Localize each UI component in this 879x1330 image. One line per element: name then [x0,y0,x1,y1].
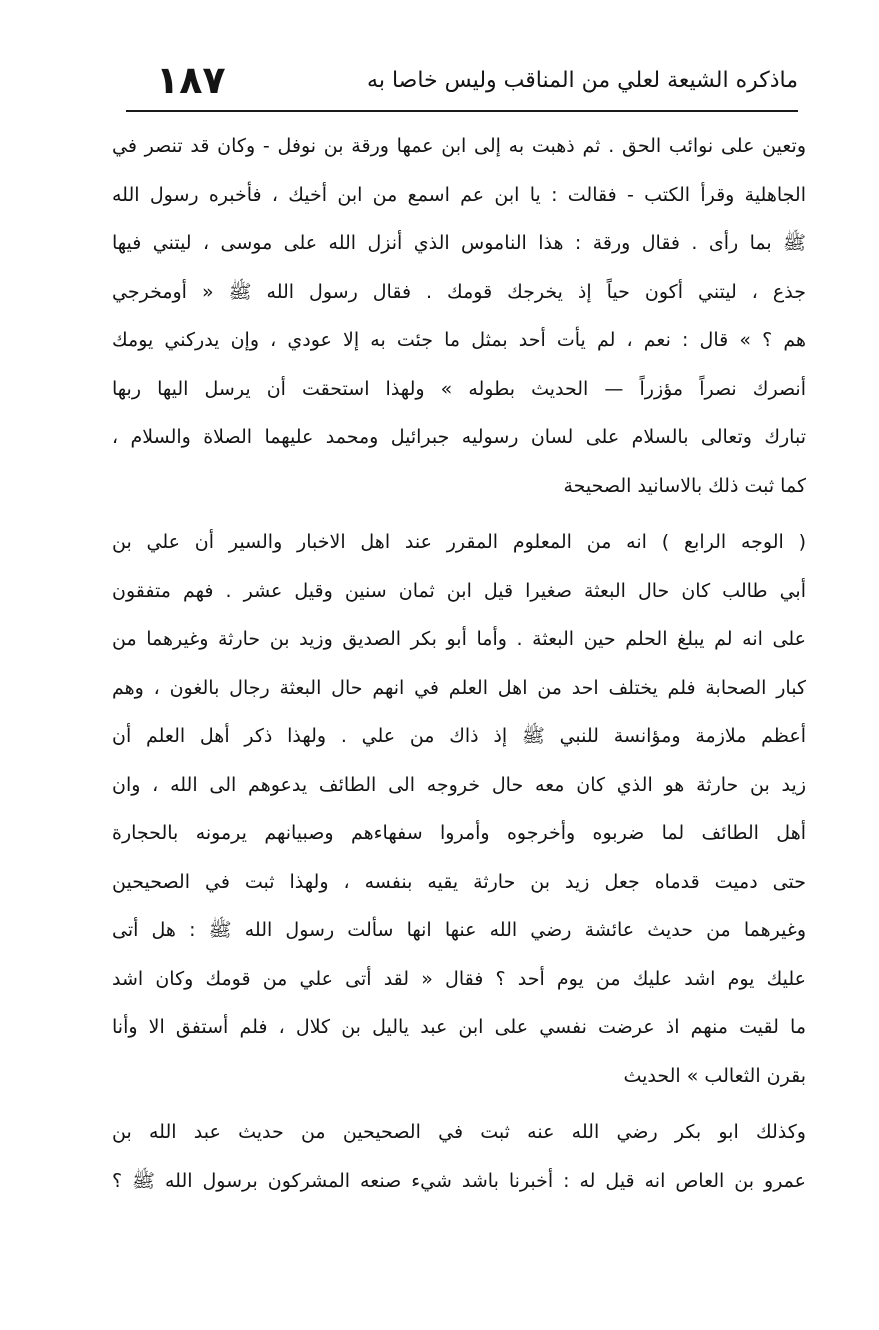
paragraph [112,1108,806,1205]
page-header [126,56,798,106]
text-line: بقرن الثعالب » الحديث [623,1064,806,1087]
text-line: على انه لم يبلغ الحلم حين البعثة . وأما أبو بكر الصديق وزيد بن حارثة وغيرهما من [112,628,806,650]
text-line: كما ثبت ذلك بالاسانيد الصحيحة [563,474,806,497]
text-line: ما لقيت منهم اذ عرضت نفسي على ابن عبد ياليل بن كلال ، فلم أستفق الا وأنا [112,1016,806,1038]
text-line: أنصرك نصراً مؤزراً — الحديث بطوله » ولهذا استحقت أن يرسل اليها ربها [112,377,806,400]
text-line: ﷺ بما رأى . فقال ورقة : هذا الناموس الذي أنزل الله على موسى ، ليتني فيها [112,232,806,254]
text-line: وتعين على نوائب الحق . ثم ذهبت به إلى ابن عمها ورقة بن نوفل - وكان قد تنصر في [112,135,806,157]
text-line: ( الوجه الرابع ) انه من المعلوم المقرر عند اهل الاخبار والسير أن علي بن [112,531,806,553]
text-line: أبي طالب كان حال البعثة صغيرا قيل ابن ثمان سنين وقيل عشر . فهم متفقون [112,579,806,602]
paragraph-spacer [112,510,806,518]
header-divider [126,110,798,112]
page-number: ١٨٧ [156,58,226,102]
paragraph [112,518,806,1100]
running-title: ماذكره الشيعة لعلي من المناقب وليس خاصا به [367,68,798,93]
text-line: كبار الصحابة فلم يختلف احد من اهل العلم في انهم حال البعثة رجال بالغون ، وهم [112,676,806,699]
page-body [112,122,806,1205]
text-line: جذع ، ليتني أكون حياً إذ يخرجك قومك . فقال رسول الله ﷺ « أومخرجي [112,280,806,303]
text-line: حتى دميت قدماه جعل زيد بن حارثة يقيه بنفسه ، ولهذا ثبت في الصحيحين [112,870,806,893]
text-line: عليك يوم اشد عليك من يوم أحد ؟ فقال « لقد أتى علي من قومك وكان اشد [112,967,806,990]
paragraph-spacer [112,1100,806,1108]
text-line: وكذلك ابو بكر رضي الله عنه ثبت في الصحيحين من حديث عبد الله بن [112,1121,806,1143]
text-line: عمرو بن العاص انه قيل له : أخبرنا باشد شيء صنعه المشركون برسول الله ﷺ ؟ [112,1169,806,1192]
text-line: وغيرهما من حديث عائشة رضي الله عنها انها سألت رسول الله ﷺ : هل أتى [112,919,806,941]
paragraph [112,122,806,510]
text-line: زيد بن حارثة هو الذي كان معه حال خروجه الى الطائف يدعوهم الى الله ، وان [112,773,806,796]
text-line: أعظم ملازمة ومؤانسة للنبي ﷺ إذ ذاك من علي . ولهذا ذكر أهل العلم أن [112,725,806,747]
text-line: تبارك وتعالى بالسلام على لسان رسوليه جبرائيل ومحمد عليهما الصلاة والسلام ، [112,426,806,448]
text-line: أهل الطائف لما ضربوه وأخرجوه وأمروا سفهاءهم وصبيانهم يرمونه بالحجارة [112,822,806,844]
text-line: هم ؟ » قال : نعم ، لم يأت أحد بمثل ما جئت به إلا عودي ، وإن يدركني يومك [112,329,806,351]
text-line: الجاهلية وقرأ الكتب - فقالت : يا ابن عم اسمع من ابن أخيك ، فأخبره رسول الله [112,183,806,206]
